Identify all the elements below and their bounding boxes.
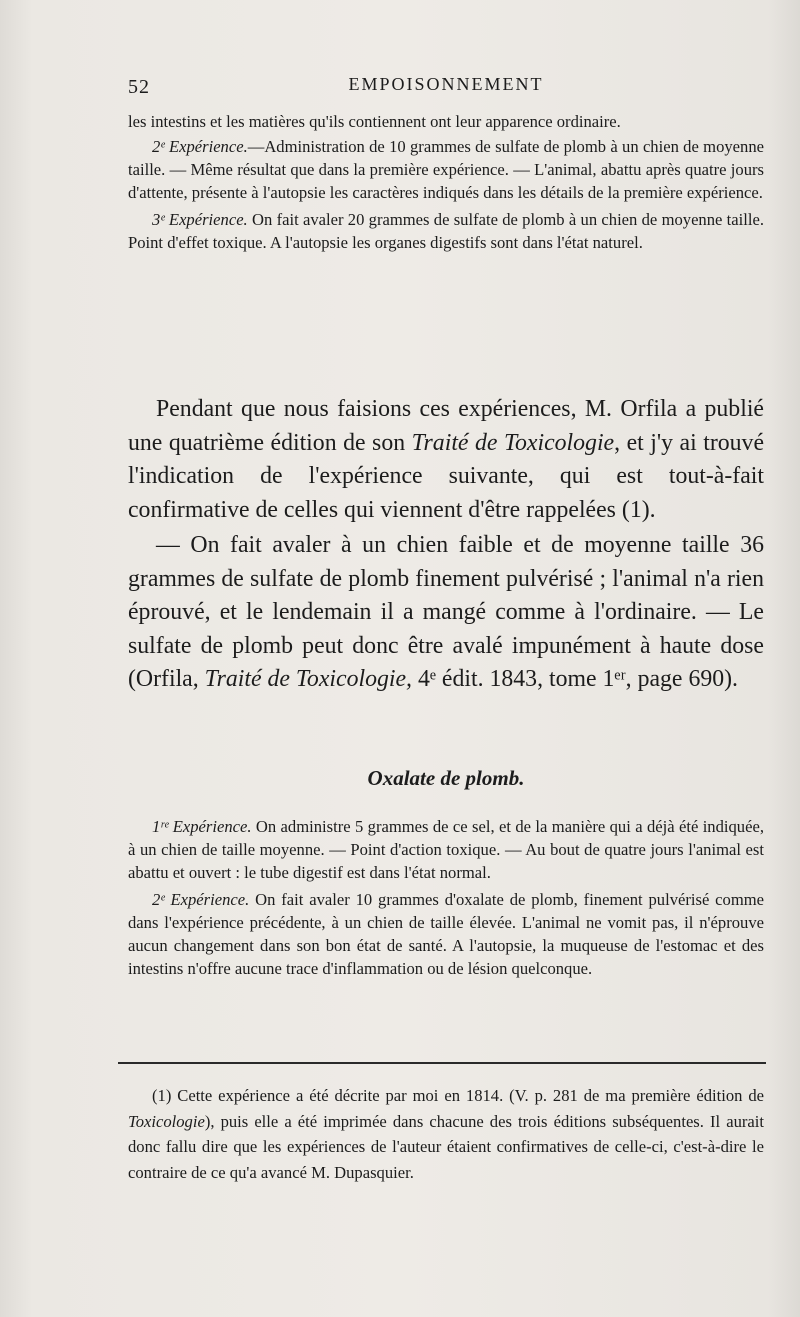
- oxalate-experiment-1-text: On administre 5 grammes de ce sel, et de la manière qui a déjà été indiquée, à un chien de taille moyenne. — Point d'action toxique. — Au bout de quatre jours l'animal est abattu et ouvert : le tube digestif est dans l'état normal.: [128, 817, 764, 882]
- experiment-3-label: 3ᵉ Expérience.: [152, 210, 248, 229]
- experiment-3-text: On fait avaler 20 grammes de sulfate de plomb à un chien de moyenne taille. Point d'effet toxique. A l'autopsie les organes digestifs sont dans l'état naturel.: [128, 210, 764, 252]
- footnote: [128, 1083, 764, 1185]
- oxalate-experiment-2-label: 2ᵉ Expérience.: [152, 890, 250, 909]
- oxalate-experiment-2-paragraph: [128, 888, 764, 980]
- section-heading: Oxalate de plomb.: [367, 766, 525, 790]
- orfila-p1-text-b: , et j'y ai trouvé l'indication de l'expérience suivante, qui est tout-à-fait confirmative de celles qui viennent d'être rappelées (1).: [128, 429, 765, 523]
- oxalate-experiment-2-text: On fait avaler 10 grammes d'oxalate de plomb, finement pulvérisé comme dans l'expérience précédente, à un chien de taille élevée. L'animal ne vomit pas, il n'éprouve aucun changement dans son bon état de santé. A l'autopsie, la muqueuse de l'estomac et des intestins n'offre aucune trace d'inflammation ou de lésion quelconque.: [128, 890, 765, 978]
- oxalate-experiment-1-paragraph: [128, 815, 764, 884]
- orfila-paragraph-1: [128, 393, 764, 527]
- continuation-paragraph: les intestins et les matières qu'ils contiennent ont leur apparence ordinaire.: [128, 112, 621, 131]
- footnote-text-a: (1) Cette expérience a été décrite par moi en 1814. (V. p. 281 de ma première édition de: [152, 1086, 764, 1105]
- page-header: [128, 70, 764, 96]
- orfila-p2-text-b: 4ᵉ édit. 1843, tome 1ᵉʳ, page 690).: [412, 666, 739, 692]
- orfila-paragraph-2: [128, 529, 764, 697]
- orfila-p2-title: Traité de Toxicologie,: [204, 666, 412, 692]
- footnote-divider: [118, 1062, 766, 1064]
- experiments-oxalate-block: [128, 815, 764, 980]
- experiment-2-label: 2ᵉ Expérience.: [152, 137, 248, 156]
- page-number: 52: [128, 76, 150, 98]
- experiment-2-text: —Administration de 10 grammes de sulfate de plomb à un chien de moyenne taille. — Même résultat que dans la première expérience. — L'animal, abattu après quatre jours d'attente, présente à l'autopsie les caractères indiqués dans les détails de la première expérience.: [128, 137, 764, 202]
- oxalate-experiment-1-label: 1ʳᵉ Expérience.: [152, 817, 252, 836]
- footnote-text-b: ), puis elle a été imprimée dans chacune des trois éditions subséquentes. Il aurait donc fallu dire que les expériences de l'auteur étaient confirmatives de celle-ci, c'est-à-dire le contraire de ce qu'a avancé M. Dupasquier.: [128, 1111, 764, 1182]
- experiment-2-paragraph: [128, 135, 764, 204]
- orfila-p1-text-a: Pendant que nous faisions ces expériences, M. Orfila a publié une quatrième édition de son: [128, 396, 764, 456]
- experiments-sulfate-block: [128, 110, 764, 254]
- footnote-title: Toxicologie: [128, 1111, 205, 1131]
- experiment-3-paragraph: [128, 208, 764, 254]
- orfila-citation-block: [128, 393, 764, 697]
- running-title: EMPOISONNEMENT: [348, 74, 544, 94]
- footnote-paragraph: [128, 1083, 764, 1185]
- orfila-p2-text-a: — On fait avaler à un chien faible et de moyenne taille 36 grammes de sulfate de plomb finement pulvérisé ; l'animal n'a rien éprouvé, et le lendemain il a mangé comme à l'ordinaire. — Le sulfate de plomb peut donc être avalé impunément à haute dose (Orfila,: [128, 532, 764, 692]
- orfila-p1-title: Traité de Toxicologie: [411, 429, 615, 456]
